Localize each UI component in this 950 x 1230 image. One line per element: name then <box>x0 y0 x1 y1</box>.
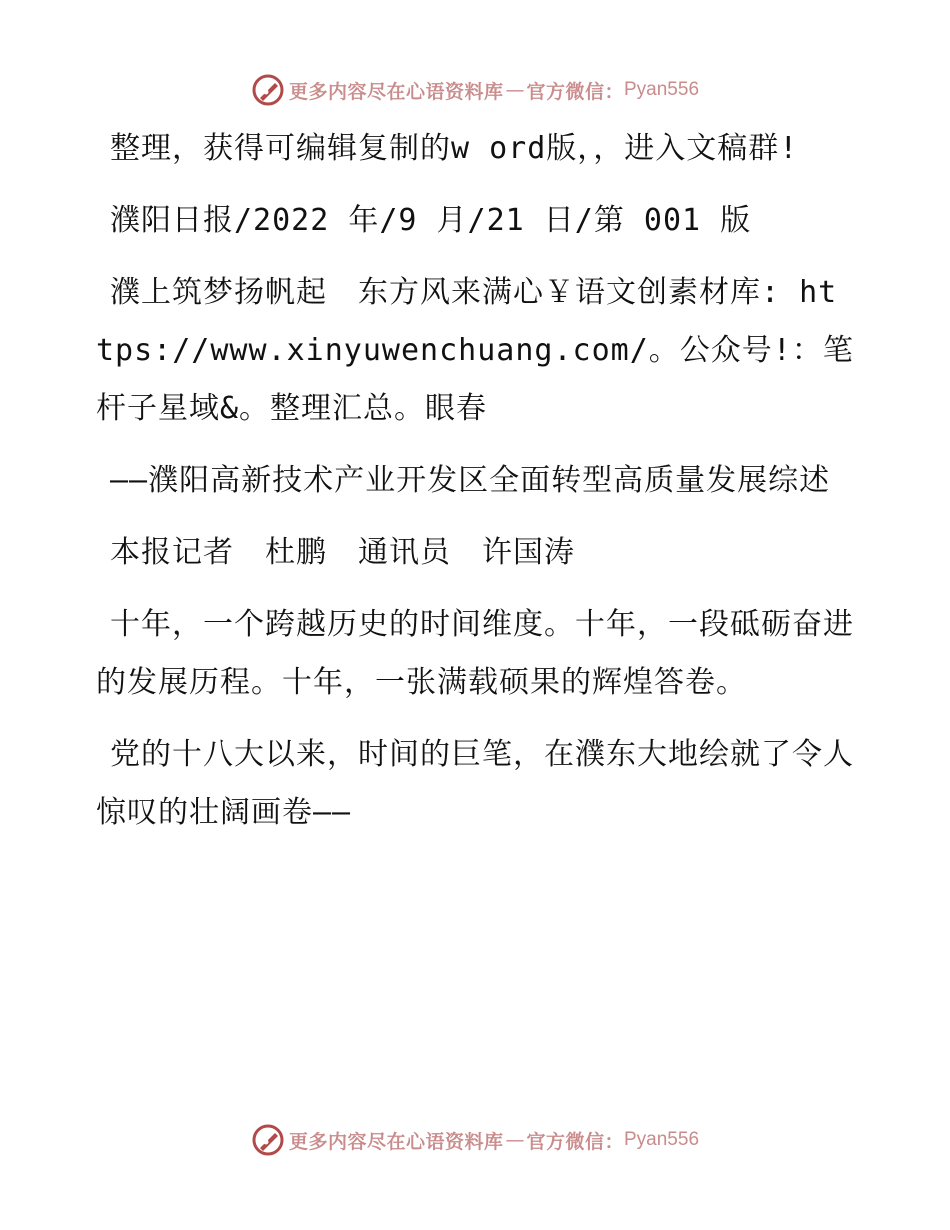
watermark-wechat-id: Pyan556 <box>624 1129 700 1150</box>
watermark-label: 更多内容尽在心语资料库 <box>288 1130 504 1153</box>
watermark-wechat-prefix: 官方微信： <box>526 80 624 103</box>
watermark-wechat-id: Pyan556 <box>624 79 700 100</box>
document-body <box>96 120 856 856</box>
paragraph-body-1: 十年，一个跨越历史的时间维度。十年，一段砥砺奋进的发展历程。十年，一张满载硕果的辉煌答卷。 <box>96 607 854 700</box>
paragraph-subtitle: ——濮阳高新技术产业开发区全面转型高质量发展综述 <box>110 463 831 498</box>
paragraph-body-2: 党的十八大以来，时间的巨笔，在濮东大地绘就了令人惊叹的壮阔画卷—— <box>96 737 854 830</box>
paragraph-byline: 本报记者 杜鹏 通讯员 许国涛 <box>110 535 575 570</box>
watermark-wechat-prefix: 官方微信： <box>526 1130 624 1153</box>
watermark-separator: — <box>505 1129 525 1151</box>
paragraph-title: 濮上筑梦扬帆起 东方风来满心￥语文创素材库: https://www.xinyuwenchuang.com/。公众号!：笔杆子星域&。整理汇总。眼春 <box>96 275 854 426</box>
watermark-separator: — <box>505 79 525 101</box>
paragraph-intro: 整理，获得可编辑复制的w ord版，，进入文稿群! <box>110 131 799 166</box>
header-watermark <box>0 70 950 110</box>
footer-watermark <box>0 1120 950 1160</box>
pen-logo-icon <box>251 1123 285 1157</box>
pen-logo-icon <box>251 73 285 107</box>
watermark-label: 更多内容尽在心语资料库 <box>288 80 504 103</box>
paragraph-source: 濮阳日报/2022 年/9 月/21 日/第 001 版 <box>110 203 752 238</box>
